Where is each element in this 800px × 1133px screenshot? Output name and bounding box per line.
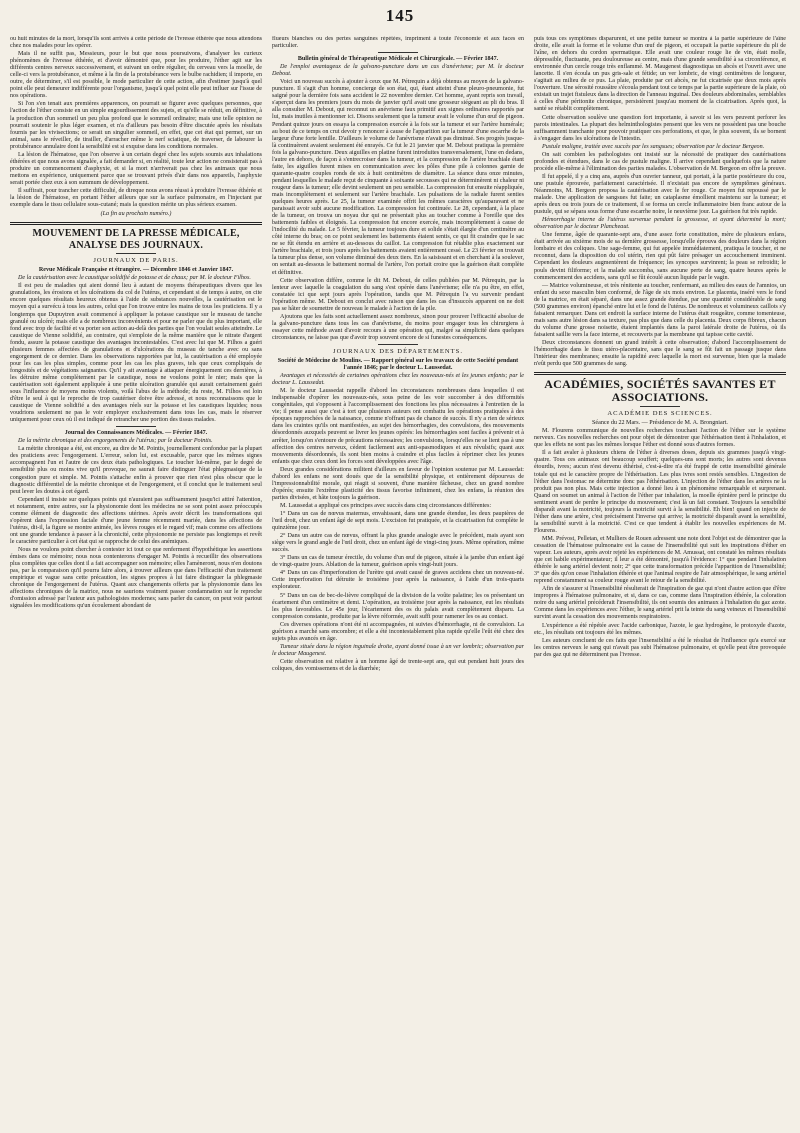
paragraph: Voici un nouveau succès à ajouter à ceux que M. Pétrequin a déjà obtenus au moyen de la galvano-puncture. Il s'agit d'un homme, concierge de son état, qui, étant atteint d'une pleuro-pneumonie, fut saigné pour la dernière fois sans accident le 22 novembre dernier. Cet homme, ayant repris son travail, s'aperçut dans les premiers jours du mois de janvier qu'il avait une grosseur siégeant au pli du bras. Il alla consulter M. Debout, qui reconnut un anévrisme faux primitif aux signes ordinaires rapportés par lui, mais inutiles à mentionner ici. Disons seulement que la tumeur avait le volume d'un œuf de pigeon. Pendant quinze jours on essaya la compression exercée à la fois sur la tumeur et sur l'artère humérale; au bout de ce temps on crut devoir y renoncer à cause de l'apparition sur la tumeur d'une escarrhe de la largeur d'une forte lentille. D'ailleurs le volume de l'anévrisme n'avait pas diminué. Ses progrès jusque-là continuèrent avaient seulement été enrayés. Ce fut le 21 janvier que M. Debout pratiqua la première fois la galvano-puncture. Deux aiguilles en platine furent introduites transversalement, l'une en dedans, l'autre en dehors, de façon à s'entrecroiser dans la tumeur, et la compression de l'artère brachiale étant faite, les aiguilles furent mises en communication avec les pôles d'une pile à colonnes garnie de quarante-quatre couples ronds de six à huit centimètres de diamètre. La séance dura onze minutes, pendant lesquelles le malade reçut de cinquante à soixante secousses qui ne déterminèrent ni chaleur ni rougeur dans la tumeur; elle devint seulement un peu sensible. La compression fut ensuite réappliquée, mais incomplètement et seulement sur l'artère brachiale. Les pulsations de la radiale furent senties quelques heures après. Le 25, la tumeur examinée offrit les mêmes caractères qu'auparavant et ne paraissait avoir subi aucune modification. La compression fut continuée. Le 28, cependant, à la place de la tumeur, on trouva un noyau dur qui ne présentait plus au toucher comme à l'oreille que des battements faibles et éloignés. La compression fut encore exercée, mais incomplètement à cause de l'indocilité du malade. Le 5 février, la tumeur toujours dure et solide s'était élargie d'un centimètre au côté interne du bras; on ce point seulement les battements étaient sentis, ce qui fit craindre que le sac ne se fût étendu en arrière et au-dessous du caillot. La compression fut rétablie plus exactement sur l'artère brachiale, et trois jours après les battements avaient entièrement cessé. Le 23 février on trouvait la tumeur plus dense, son volume diminué des deux tiers. En la saisissant et en cherchant à la soulever, on sentait au-dessous le battement normal de l'artère, l'on portait croire que la guérison était complète et définitive.	[272, 79, 524, 276]
article-title: Pustule maligne, traitée avec succès par les sangsues; observation par le docteur Bergeon.	[542, 143, 765, 150]
article-title: Avantages et nécessités de certaines opérations chez les nouveaux-nés et les jeunes enfants; par le docteur L. Laussedat.	[272, 373, 524, 387]
subhead-departmental-journals: JOURNAUX DES DÉPARTEMENTS.	[333, 347, 463, 355]
paragraph: Il fut appelé, il y a cinq ans, auprès d'un ouvrier tanneur, qui portait, à la partie postérieure du cou, une pustule éprouvée, parfaitement caractérisée. Il n'existait pas encore de symptômes généraux. Néanmoins, M. Bergeon proposa la cautérisation avec le fer rouge. Ce moyen fut repoussé par le malade. Une application de sangsues fut faite; un cataplasme émollient maintenu sur la tumeur; et après deux ou trois jours de ce traitement, il se forma un cercle inflammatoire bien franc autour de la pustule, qui se sépara sous forme d'une escarrhe noire, le neuvième jour. La guérison fut très rapide.	[534, 173, 786, 216]
paragraph: Si l'on s'en tenait aux premières apparences, on pourrait se figurer avec quelques personnes, que l'action de l'éther consiste en un simple engourdissement des sujets, et qu'elle se réduit, en définitive, à la production d'un sommeil un peu plus profond que le sommeil ordinaire; mais une telle opinion ne pourrait soutenir le plus léger examen, et n'a d'ailleurs pas besoin d'être discutée après les résultats fournis par les vivisections; ce serait un singulier sommeil, en effet, que cet état qui permet, sur un animal, sans le réveiller, de tirailler, d'arracher même le nerf sciatique, de traverser, de labourer la protubérance annulaire dont la sensibilité est si exquise dans les conditions normales.	[10, 101, 262, 150]
section-divider	[534, 372, 786, 373]
paragraph: La lésion de l'hématose, que l'on observe à un certain degré chez les sujets soumis aux inhalations éthérées et que nous avons signalée, a fait demander si, en réalité, toute leur action ne consisterait pas à produire un commencement d'asphyxie, et si la mort n'arriverait pas chez les animaux que nous mettons en expérience, uniquement parce que se trouvant privés d'air dans nos appareils, l'asphyxie serait portée chez eux à son summum de développement.	[10, 151, 262, 186]
article-title: De la métrite chronique et des engorgements de l'utérus; par le docteur Pointis.	[18, 438, 213, 445]
paragraph: Il a fait avaler à plusieurs chiens de l'éther à diverses doses, depuis six grammes jusqu'à vingt-quatre. Tous ces animaux ont beaucoup souffert; quelques-uns sont morts; les autres sont devenus étourdis, ivres; aucun n'est devenu éthérisé, c'est-à-dire n'a été frappé de cette insensibilité générale totale qui est le caractère propre de l'éthérisation. Les plus ivres sont restés sensibles. L'ingestion de l'éther dans l'estomac ne détermine donc pas l'éthérisation. L'injection de l'éther dans les artères ne la produit pas non plus. Mais cette injection a donné lieu à un phénomène remarquable et surprenant. Quand on soumet un animal à l'action de l'éther par inhalation, la moelle épinière perd le principe du sentiment avant de perdre le principe du mouvement; c'est là un fait constant. Toujours la sensibilité disparaît avant la motricité, toujours la motricité survit à la sensibilité. Eh bien! quand on injecte de l'éther dans une artère, c'est précisément l'inverse qui arrive; la motricité disparaît avant la sensibilité, la sensibilité survit à la motricité. C'est ce que tendent à établir les nouvelles expériences de M. Flourens.	[534, 450, 786, 534]
paragraph: puis tous ces symptômes disparurent, et une petite tumeur se montra à la partie supérieure de l'aîne droite, elle avait la forme et le volume d'un œuf de pigeon, et occupait la partie supérieure du pli de l'aîne, en dehors du cordon spermatique. Elle avait une couleur rouge lie de vin, était molle, dépressible, fluctuante, peu douloureuse au centre, mais d'une grande sensibilité à sa circonférence, et environnée d'un cercle rouge très enflammé. M. Maugenest diagnostiqua un abcès et l'ouvrit avec une lancette. Il s'en écoula un pus gris-sale et fétide; un ver lombric, de vingt centimètres de longueur, s'agitait au milieu de ce pus. La plaie, produite par cet abcès, ne fut cicatrisée que deux mois après l'ouverture. Une sérosité roussâtre s'écoula pendant tout ce temps par la partie supérieure de la plaie, où existait un trajet fistuleux dans la direction de l'anneau inguinal. Des douleurs abdominales, semblables à celles d'une péritonite chronique, persistèrent jusqu'au moment de la cicatrisation. Après quoi, la santé se rétablit complètement.	[534, 36, 786, 113]
journal-heading: Revue Médicale Française et étrangère. — Décembre 1846 et Janvier 1847.	[38, 267, 234, 274]
list-item: 4° Dans un cas d'imperforation de l'urètre qui avait causé de graves accidens chez un nouveau-né. Cette imperforation fut détruite le troisième jour après la naissance, à l'aide d'un trois-quarts explorateur.	[272, 570, 524, 591]
paragraph: MM. Prévost, Pelletan, et Mulliers de Rouen adressent une note dont l'objet est de démontrer que la cessation de l'hématose pulmonaire est la cause de l'insensibilité qui suit les inspirations d'éther en vapeur. Les auteurs, après avoir rejeté les expériences de M. Amussat, ont constaté les mêmes résultats que cet habile expérimentateur; il leur a été démontré, jusqu'à l'évidence: 1° que pendant l'inhalation éthérée le sang artériel devient noir; 2° que cette transformation précède l'apparition de l'insensibilité; 3° que dès qu'on cesse l'inhalation éthérée et que l'animal respire de l'air atmosphérique, le sang artériel reprend constamment sa couleur rouge avant le retour de la sensibilité.	[534, 535, 786, 585]
paragraph: Cependant il insiste sur quelques points qui n'auraient pas suffisamment jusqu'ici attiré l'attention, et notamment, entre autres, sur la physionomie dont les médecins ne se sont point assez préoccupés comme élément de diagnostic des affections utérines. Après avoir décrit les transformations qui s'opèrent dans l'expression faciale d'une jeune femme récemment mariée, dans les affections de l'utérus, dit-il, la figure se montre animée, les lèvres rouges et le regard vif; mais comme ces affections ont une grande tendance à passer à la chronicité, cette physionomie ne persiste pas longtemps et revêt le caractère particulier à cet état qui se rapproche de celui des anémiques.	[10, 496, 262, 545]
paragraph: Il suffirait, pour trancher cette difficulté, de direque nous avons réussi à produire l'ivresse éthérée et la lésion de l'hématose, en portant l'éther ailleurs que sur la surface pulmonaire, en l'injectant par exemple dans le tissu cellulaire sous-cutané; mais la question mérite un plus sérieux examen.	[10, 187, 262, 209]
list-item: 5° Dans un cas de bec-de-lièvre compliqué de la division de la voûte palatine; les os présentant un écartement d'un centimètre et demi. L'opération, au troisième jour après la naissance, eut les résultats les plus favorables. Le 45e jour, l'écartement des os du palais avait complètement disparu. La compression constante, produite par la lèvre réformée, avait suffi pour ramener les os au contact.	[272, 592, 524, 620]
paragraph: Les auteurs concluent de ces faits que l'insensibilité a été le résultat de l'influence qu'a exercé sur les centres nerveux le sang qui n'avait pas subi l'hématose pulmonaire, et qu'elle peut être provoquée par des gaz qui ne déterminent pas l'ivresse.	[534, 637, 786, 658]
journal-heading: Société de Médecine de Moulins. — Rapport général sur les travaux de cette Société pendant l'année 1846; par le docteur L. Laussedat.	[277, 358, 519, 372]
article-title: De la cautérisation avec le caustique solidifié de potasse et de chaux; par M. le docteur Filhos.	[18, 275, 251, 282]
subhead-paris-journals: JOURNAUX DE PARIS.	[93, 257, 179, 265]
paragraph: Deux circonstances donnent un grand intérêt à cette observation; d'abord l'accomplissement de l'hémorrhagie dans le tissu utéro-placentaire, sans que le sang se fût fait un passage jusque dans l'intérieur des membranes; ensuite la rapidité avec laquelle la mort est survenue, bien que la malade n'eût perdu que 500 grammes de sang.	[534, 339, 786, 368]
paragraph: M. le docteur Laussedat rappelle d'abord les circonstances nombreuses dans lesquelles il est indispensable d'opérer les nouveaux-nés, sous peine de les voir succomber à des difformités congénitales, qui s'opposent à l'accomplissement des fonctions les plus nécessaires à l'entretien de la vie; il pense aussi que c'est à tort que plusieurs auteurs ont combattu les opérations pratiquées à des époques rapprochées de la naissance, comme n'offrant pas de chance de succès. Il n'y a rien de sérieux dans les craintes qu'ils ont manifestées, au sujet des hémorrhagies, des convulsions, des mouvements désordonnés auxquels peuvent se livrer les jeunes opérés: les hémorrhagies sont faciles à prévenir et à arrêter, lorsqu'on s'entoure de précautions nécessaires; les convulsions, lorsqu'elles ne se lient pas à une affection des centres nerveux, cèdent facilement aux anti-spasmodiques et aux révulsifs; quant aux mouvements désordonnés, ils sont bien moins à craindre et plus faciles à réprimer chez les jeunes enfants que chez ceux dont les forces sont développées avec l'âge.	[272, 388, 524, 465]
small-divider	[640, 406, 680, 407]
paragraph: Afin de s'assurer si l'insensibilité résulterait de l'inspiration de gaz qui n'ont d'autre action que d'être impropres à l'hématose pulmonaire, et si, dans ce cas, comme dans l'inspiration éthérée, la coloration noire du sang artériel précéderait l'insensibilité, ils ont soumis des animaux à l'inhalation du gaz azote. Comme dans les expériences avec l'éther, le sang artériel prit la teinte du sang veineux et l'insensibilité survint avant la cessation des mouvements respiratoires.	[534, 586, 786, 621]
paragraph: La métrite chronique a été, est encore, au dire de M. Pointis, journellement confondue par la plupart des praticiens avec l'engorgement. L'erreur, selon lui, est excusable, parce que les mêmes signes accompagnent l'un et l'autre de ces deux états pathologiques. Le toucher lui-même, par le degré de sensibilité plus ou moins vive qu'il provoque, ne saurait faire distinguer l'état phlegmasique de la congestion pure et simple. M. Pointis s'attache enfin à prouver que rien n'est plus obscur que le diagnostic différentiel de la métrite chronique et de l'engorgement, et il conclut que le traitement seul peut lever les doutes à cet égard.	[10, 446, 262, 495]
paragraph: Il est peu de maladies qui aient donné lieu à autant de moyens thérapeutiques divers que les granulations, les érosions et les ulcérations du col de l'utérus, et cependant si de temps à autre, on cite encore quelques résultats heureux obtenus à l'aide de substances nouvelles, la cautérisation est le moyen qui a survécu à tous les autres, celui que l'on trouve entre les mains de tous les praticiens. Il y a longtemps que Dupuytren avait commencé à appliquer la potasse caustique sur le museau de tanche granulé ou ulcéré; mais elle a de nombreux inconvénients et pour ne parler que du plus important, elle fond avec trop de facilité et va porter son action au-delà des parties que l'on voulait seules atteindre. Le caustique de Vienne solidifié, au contraire, qui s'emploie de la même manière que le nitrate d'argent fondu, assure la potasse caustique des avantages incontestables. C'est avec lui que M. Filhos a guéri plusieurs femmes affectées de granulations et d'ulcérations du museau de tanche avec ou sans engorgement de ce dernier. Dans les observations rapportées par lui, la cautérisation a été employée pour les cas les plus simples, comme pour les cas les plus graves, tels que ceux compliqués de fongosités et de végétations saignantes. Qu'il y ait avantage à attaquer énergiquement ces dernières, à les détruire même complètement par le caustique, nous ne voulons point le nier; mais que la cautérisation soit également appliquée à une petite ulcération granulée qui aurait certainement guéri sous l'influence de moyens moins violents, voilà l'abus de la méthode; du reste, M. Filhos est loin d'être le seul à qui le reproche de trop cautériser doive être adressé, et nous reconnaissons que le caustique de Vienne solidifié a des avantages réels sur la potasse et les caustiques liquides; nous voudrions seulement ne pas le voir employer exclusivement dans tous les cas, mais le réserver uniquement pour ceux où il est indiqué de retrancher une portion des tissus malades.	[10, 283, 262, 424]
column-right	[534, 36, 786, 1128]
article-title: Hémorrhagie interne de l'utérus survenue pendant la grossesse, et ayant déterminé la mort; observation par le docteur Plancheaut.	[534, 217, 786, 231]
paragraph: Une femme, âgée de quarante-sept ans, d'une assez forte constitution, mère de plusieurs enfans, était arrivée au sixième mois de sa dernière grossesse, lorsqu'elle éprouva des douleurs dans la région lombaire et des coliques. Une sage-femme, qui fut appelée immédiatement, pratiqua le toucher, et ne reconnut, dans la disposition du col utérin, rien qui pût faire présager un accouchement imminent. Cependant les douleurs augmentèrent de fréquence; les syncopes survinrent; la peau se refroidit; le pouls devint filiforme; et la malade succomba, sans aucune perte de sang, quatre heures après le commencement des accidens, sans qu'il se fût écoulé aucun liquide par le vagin.	[534, 232, 786, 281]
column-left	[10, 36, 262, 1128]
paragraph: M. Laussedat a appliqué ces principes avec succès dans cinq circonstances différentes:	[280, 502, 492, 509]
paragraph: — Matrice volumineuse, et très rénitente au toucher, renfermant, au milieu des eaux de l'amnios, un enfant du sexe masculin bien conformé, de l'âge de six mois environ. Le placenta, inséré vers le fond de la matrice, en était séparé, dans une assez grande étendue, par une quantité considérable de sang (500 grammes environ) épanché entre lui et le fond de l'utérus. De nombreux et volumineux caillots s'y faisaient remarquer. Dans cet endroit la surface interne de l'utérus était rougeâtre, comme tomenteuse, mais sans autre lésion dans sa texture, pas plus que dans celle du placenta. Deux corps fibreux, chacun du volume d'une grosse noisette, étaient implantés dans la paroi latérale droite de l'utérus, où ils faisaient saillie vers la face interne, et recouverts par la membrane qui tapisse cette cavité.	[534, 282, 786, 338]
paragraph: Ajoutons que les faits sont actuellement assez nombreux, sinon pour prouver l'efficacité absolue de la galvano-puncture dans tous les cas d'anévrisme, du moins pour engager tous les chirurgiens à essayer cette méthode avant d'avoir recours à une opération qui, malgré sa simplicité dans quelques circonstances, ne laisse pas que d'avoir trop souvent encore de si funestes conséquences.	[272, 313, 524, 341]
paragraph: Mais il ne suffit pas, Messieurs, pour le but que nous poursuivons, d'analyser les curieux phénomènes de l'ivresse éthérée, et d'avoir démontré que, pour les produire, l'éther agit sur les différents centres nerveux successivement, et suivant un ordre régulier, du cerveau vers la moelle, de celle-ci vers la protubérance, et même à la fin de la protubérance vers le bulbe rachidien; il importe, en outre, de déterminer, s'il est possible, le mode particulier de cette action, afin d'estimer jusqu'à quel point elle peut demeurer indifférente pour l'organisme, jusqu'à quel point elle peut influer sur l'issue de nos opérations.	[10, 51, 262, 100]
paragraph: Deux grandes considérations militent d'ailleurs en faveur de l'opinion soutenue par M. Laussedat: d'abord les enfans ne sont doués que de la sensibilité physique, et entièrement dépourvus de l'impressionnabilité morale, qui réagit si souvent, d'une manière fâcheuse, chez un grand nombre d'opérés; ensuite l'extrême plasticité des tissus favorise infiniment, chez les enfans, la réunion des parties divisées, et hâte toujours la guérison.	[272, 466, 524, 501]
paragraph: Cette observation soulève une question fort importante, à savoir si les vers peuvent perforer les parois intestinales. La plupart des helminthologistes pensent que les vers ne possèdent pas une bouche suffisamment tranchante pour pouvoir pratiquer ces perforations, et que, le plus souvent, ils se bornent à s'engager dans les ulcérations de l'intestin.	[534, 114, 786, 142]
paragraph: On sait combien les pathologistes ont insisté sur la nécessité de pratiquer des cautérisations profondes et étendues, dans le cas de pustule maligne. Il arrive cependant quelquefois que la nature procède elle-même à l'élimination des parties malades. L'observation de M. Bergeon en offre la preuve.	[534, 151, 786, 172]
small-divider	[116, 426, 156, 427]
subhead-academy-sciences: ACADÉMIE DES SCIENCES.	[607, 410, 713, 418]
journal-heading: Bulletin général de Thérapeutique Médicale et Chirurgicale. — Février 1847.	[297, 56, 499, 63]
paragraph: Nous ne voulons point chercher à contester ici tout ce que renferment d'hypothétique les assertions émises dans ce mémoire; nous nous contenterons d'engager M. Pointis à recueillir des observations plus complètes que celles dont il a fait accompagner son mémoire; elles l'amèneront, nous n'en doutons pas, par la comparaison qu'il pourra faire alors, à trouver ailleurs que dans l'efficacité d'un traitement empirique et vague sans cette précaution, les signes propres à lui faire distinguer la phlegmasie chronique de l'engorgement de l'utérus. Quant aux changements offerts par la physionomie dans les affections chroniques de la matrice, nous ne saurions vraiment passer condamnation sur le reproche d'omission adressé par l'auteur aux pathologistes modernes; sans parler du cancer, on peut voir partout signalées les modifications qu'un écoulement abondant de	[10, 547, 262, 610]
paragraph: Ces diverses opérations n'ont été ni accompagnées, ni suivies d'hémorrhagie, ni de convulsion. La guérison a marché sans encombre; et elle a été incontestablement plus rapide qu'elle l'eût été chez des sujets plus avancés en âge.	[272, 621, 524, 642]
paragraph: ou huit minutes de la mort, lorsqu'ils sont arrivés à cette période de l'ivresse éthérée que nous attendons chez nos malades pour les opérer.	[10, 36, 262, 50]
journal-heading: Journal des Connaissances Médicales. — Février 1847.	[64, 430, 208, 437]
small-divider	[378, 52, 418, 53]
small-divider	[116, 253, 156, 254]
section-divider	[10, 222, 262, 223]
column-middle	[272, 36, 524, 1128]
article-title: Tumeur située dans la région inguinale droite, ayant donné issue à un ver lombric; observation par le docteur Maugenest.	[272, 643, 524, 657]
paragraph: Cette observation diffère, comme le dit M. Debout, de celles publiées par M. Pétrequin, par la lenteur avec laquelle la coagulation du sang s'est opérée dans l'anévrisme; elle n'a pu être, en effet, constatée ici que sept jours après l'opération, tandis que M. Pétrequin l'a vu survenir pendant l'opération même. M. Debout en conclut avec raison que dans les cas d'insuccès apparent on ne doit pas se hâter de soumettre de nouveau le malade à l'action de la pile.	[272, 277, 524, 312]
small-divider	[378, 344, 418, 345]
list-item: 2° Dans un autre cas de nœvus, offrant la plus grande analogie avec le précédent, mais ayant son siège vers le grand angle de l'œil droit, chez un enfant âgé de vingt-cinq jours. Même opération, même succès.	[272, 533, 524, 554]
article-title: De l'emploi avantageux de la galvano-puncture dans un cas d'anévrisme; par M. le docteur Debout.	[272, 64, 524, 78]
list-item: 1° Dans un cas de nœvus maternus, envahissant, dans une grande étendue, les deux paupières de l'œil droit, chez un enfant âgé de sept mois. L'excision fut pratiquée, et la cicatrisation fut complète le quinzième jour.	[272, 511, 524, 532]
page-number: 145	[385, 6, 415, 25]
continuation-note: (La fin au prochain numéro.)	[100, 211, 172, 218]
section-title-press: MOUVEMENT DE LA PRESSE MÉDICALE, ANALYSE DES JOURNAUX.	[32, 228, 240, 251]
paragraph: flueurs blanches ou des pertes sanguines répétées, impriment à toute l'économie et aux faces en particulier.	[272, 36, 524, 50]
paragraph: Cette observation est relative à un homme âgé de trente-sept ans, qui eut pendant huit jours des coliques, des vomissemens et de la diarrhée;	[272, 658, 524, 672]
section-divider-thin	[10, 224, 262, 225]
session-line: Séance du 22 Mars. — Présidence de M. A. Brongniart.	[592, 420, 728, 427]
paragraph: L'expérience a été répétée avec l'acide carbonique, l'azote, le gaz hydrogène, le protoxyde d'azote, etc., les résultats ont toujours été les mêmes.	[534, 622, 786, 636]
paragraph: M. Flourens communique de nouvelles recherches touchant l'action de l'éther sur le système nerveux. Ces nouvelles recherches ont pour objet de démontrer que l'éthérisation tient à l'inhalation, et que les effets ne sont pas les mêmes lorsque l'éther est donné sous d'autres formes.	[534, 428, 786, 449]
section-title-academies: ACADÉMIES, SOCIÉTÉS SAVANTES ET ASSOCIATIONS.	[544, 377, 776, 405]
list-item: 3° Dans un cas de tumeur érectile, du volume d'un œuf de pigeon, située à la jambe d'un enfant âgé de vingt-quatre jours. Ablation de la tumeur, guérison après vingt-huit jours.	[272, 555, 524, 569]
section-divider-thin	[534, 374, 786, 375]
